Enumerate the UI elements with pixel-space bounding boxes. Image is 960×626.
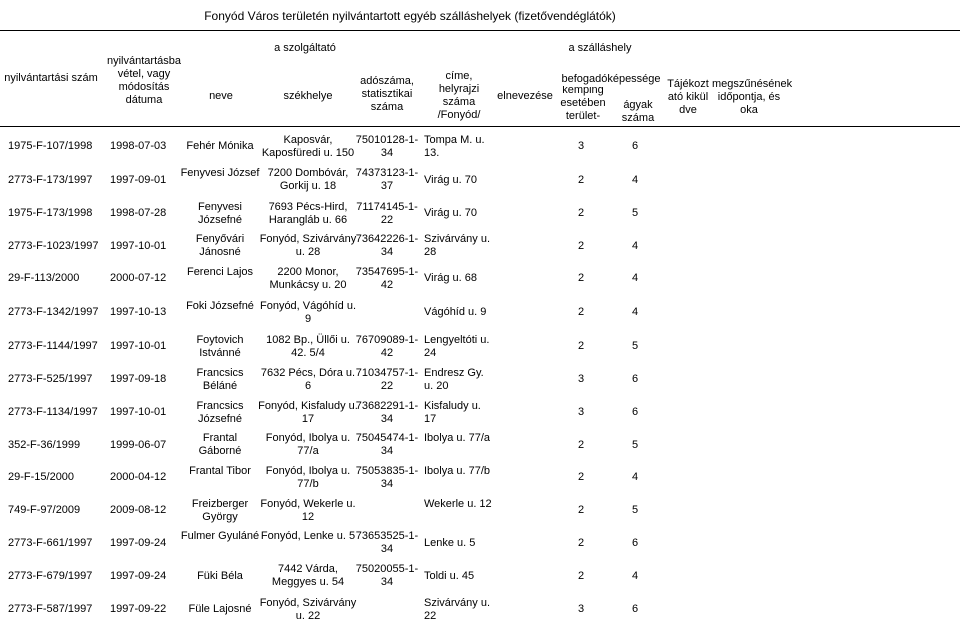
table-row [0,295,960,330]
cell-beds: 5 [631,438,639,451]
cell-name: Füle Lajosné [188,603,252,615]
cell-reg-date: 1997-09-24 [110,569,167,582]
cell-reg-no: 2773-F-587/1997 [8,603,93,615]
cell-reg-date: 1997-10-01 [110,239,167,252]
cell-reg-date: 1998-07-03 [110,140,167,152]
cell-address: Vágóhíd u. 9 [424,306,487,318]
cell-beds: 4 [631,306,639,318]
cell-name: Fenyvesi József [180,167,260,179]
table-row [0,461,960,494]
cell-beds: 4 [631,569,639,582]
cell-tax-no: 73642226-1-34 [355,233,419,258]
cell-beds: 6 [631,140,639,152]
cell-beds: 5 [631,504,639,516]
cell-address: Lengyeltóti u. 24 [424,333,490,359]
cell-reg-date: 2000-04-12 [110,471,167,483]
cell-reg-date: 1997-10-01 [110,406,167,418]
cell-name: Fulmer Gyuláné [180,530,260,542]
cell-rooms: 3 [577,140,585,152]
cell-seat: Fonyód, Szivárvány u. 22 [259,596,357,622]
cell-beds: 4 [631,239,639,252]
cell-reg-no: 2773-F-1023/1997 [8,239,99,252]
cell-tax-no: 73653525-1-34 [355,530,419,555]
header-address: címe, helyrajzi száma /Fonyód/ [437,70,481,121]
cell-name: Ferenci Lajos [186,265,254,278]
cell-address: Ibolya u. 77/a [424,432,491,444]
cell-beds: 6 [631,603,639,615]
table-row [0,363,960,396]
cell-rooms: 3 [577,603,585,615]
cell-address: Virág u. 70 [424,207,478,219]
table-row [0,593,960,626]
cell-seat: Fonyód, Lenke u. 5 [260,530,356,542]
cell-name: Fenyvesi Józsefné [197,200,243,226]
cell-seat: 7693 Pécs-Hird, Harangláb u. 66 [268,200,348,226]
cell-name: Fehér Mónika [186,140,254,152]
title-rule [0,30,960,31]
cell-address: Wekerle u. 12 [424,497,492,510]
cell-seat: 1082 Bp., Üllői u. 42. 5/4 [266,333,350,359]
cell-rooms: 2 [577,504,585,516]
cell-tax-no: 75010128-1-34 [355,133,419,159]
cell-seat: 7200 Dombóvár, Gorkij u. 18 [267,167,349,192]
cell-tax-no: 73682291-1-34 [355,399,419,425]
header-seat: székhelye [283,90,333,102]
cell-beds: 4 [631,471,639,483]
cell-address: Virág u. 68 [424,272,478,284]
cell-reg-date: 1997-09-01 [110,173,167,186]
cell-reg-date: 1999-06-07 [110,438,167,451]
cell-reg-no: 2773-F-1144/1997 [8,340,98,352]
cell-name: Francsics Józsefné [196,399,244,425]
cell-tax-no: 71174145-1-22 [356,200,418,226]
cell-tax-no: 75053835-1-34 [355,464,419,490]
table-row [0,330,960,363]
cell-seat: Kaposvár, Kaposfüredi u. 150 [261,133,355,159]
header-group-provider: a szolgáltató [274,42,336,54]
header-tax-no: adószáma, statisztikai száma [360,75,414,113]
cell-beds: 6 [631,373,639,385]
cell-reg-date: 1997-09-22 [110,603,167,615]
table-row [0,230,960,262]
header-info: Tájékoztató kiküldve [667,78,709,116]
cell-tax-no: 71034757-1-22 [355,366,419,392]
cell-reg-no: 29-F-15/2000 [8,471,75,483]
header-capacity-sub [552,86,614,126]
cell-seat: Fonyód, Wekerle u. 12 [260,497,356,523]
cell-reg-date: 1997-10-13 [110,306,167,318]
cell-reg-no: 2773-F-661/1997 [8,536,93,549]
cell-name: Foytovich Istvánné [196,333,244,359]
header-camping: kemping esetében terület- [560,86,606,122]
cell-name: Fenyővári Jánosné [195,233,245,258]
cell-rooms: 2 [577,306,585,318]
cell-rooms: 2 [577,438,585,451]
cell-name: Francsics Béláné [196,366,244,392]
cell-address: Endresz Gy. u. 20 [424,366,484,392]
cell-seat: Fonyód, Vágóhíd u. 9 [259,299,356,325]
header-reg-date: nyilvántartásba vétel, vagy módosítás dátuma [107,55,181,106]
cell-name: Foki Józsefné [186,299,254,312]
cell-reg-no: 1975-F-107/1998 [8,140,93,152]
cell-seat: 7632 Pécs, Dóra u. 6 [260,366,356,392]
table-row [0,262,960,295]
cell-seat: Fonyód, Szivárvány u. 28 [259,233,357,258]
table-row [0,494,960,527]
cell-reg-date: 1997-09-18 [110,373,167,385]
cell-rooms: 3 [577,373,585,385]
cell-reg-no: 2773-F-525/1997 [8,373,93,385]
cell-tax-no: 75020055-1-34 [355,563,419,588]
cell-reg-no: 1975-F-173/1998 [8,207,93,219]
cell-rooms: 2 [577,239,585,252]
cell-seat: Fonyód, Ibolya u. 77/a [265,432,351,457]
cell-name: Frantal Tibor [189,464,251,477]
cell-reg-date: 2009-08-12 [110,504,167,516]
cell-reg-no: 352-F-36/1999 [8,438,81,451]
cell-tax-no: 74373123-1-37 [355,167,419,192]
table-row [0,163,960,197]
cell-address: Ibolya u. 77/b [424,464,491,477]
cell-name: Frantal Gáborné [198,432,242,457]
cell-reg-no: 29-F-113/2000 [8,272,80,284]
cell-reg-date: 1997-10-01 [110,340,167,352]
cell-address: Kisfaludy u. 17 [424,399,481,425]
header-rule [0,126,960,127]
header-capacity: befogadóképessége [561,73,661,85]
cell-beds: 4 [631,173,639,186]
cell-rooms: 3 [577,406,585,418]
cell-seat: 2200 Monor, Munkácsy u. 20 [269,265,347,291]
cell-beds: 6 [631,406,639,418]
cell-tax-no: 75045474-1-34 [355,432,419,457]
cell-tax-no: 76709089-1-42 [355,333,419,359]
header-group-accommodation: a szálláshely [568,42,632,54]
cell-rooms: 2 [577,569,585,582]
table-row [0,396,960,429]
cell-reg-no: 2773-F-173/1997 [8,173,93,186]
cell-rooms: 2 [577,272,585,284]
sheet-title: Fonyód Város területén nyilvántartott egyéb szálláshelyek (fizetővendéglátók) [204,9,616,23]
cell-name: Füki Béla [197,569,243,582]
cell-rooms: 2 [577,207,585,219]
cell-address: Tompa M. u. 13. [424,133,485,159]
cell-reg-date: 1998-07-28 [110,207,167,219]
table-row [0,130,960,163]
header-name: neve [209,90,233,102]
cell-rooms: 2 [577,173,585,186]
table-row [0,197,960,230]
cell-reg-no: 2773-F-679/1997 [8,569,93,582]
cell-rooms: 2 [577,536,585,549]
cell-seat: 7442 Várda, Meggyes u. 54 [271,563,345,588]
cell-address: Virág u. 70 [424,173,478,186]
cell-name: Freizberger György [191,497,249,523]
cell-beds: 4 [631,272,639,284]
cell-seat: Fonyód, Kisfaludy u. 17 [258,399,358,425]
header-termination: megszűnésének időpontja, és oka [712,78,793,116]
cell-reg-date: 2000-07-12 [110,272,167,284]
table-row [0,527,960,559]
table-row [0,429,960,461]
header-reg-no: nyilvántartási szám [4,72,98,84]
cell-address: Szivárvány u. 22 [424,596,491,622]
cell-tax-no: 73547695-1-42 [355,265,419,291]
cell-seat: Fonyód, Ibolya u. 77/b [265,464,351,490]
cell-address: Lenke u. 5 [424,536,476,549]
header-beds: ágyak száma [621,99,655,124]
header-designation: elnevezése [497,90,553,102]
cell-reg-no: 2773-F-1342/1997 [8,306,99,318]
cell-beds: 5 [631,207,639,219]
cell-beds: 5 [631,340,639,352]
cell-beds: 6 [631,536,639,549]
cell-reg-no: 2773-F-1134/1997 [8,406,98,418]
cell-rooms: 2 [577,471,585,483]
cell-reg-no: 749-F-97/2009 [8,504,81,516]
table-row [0,559,960,593]
cell-address: Szivárvány u. 28 [424,233,491,258]
cell-reg-date: 1997-09-24 [110,536,167,549]
cell-address: Toldi u. 45 [424,569,475,582]
cell-rooms: 2 [577,340,585,352]
